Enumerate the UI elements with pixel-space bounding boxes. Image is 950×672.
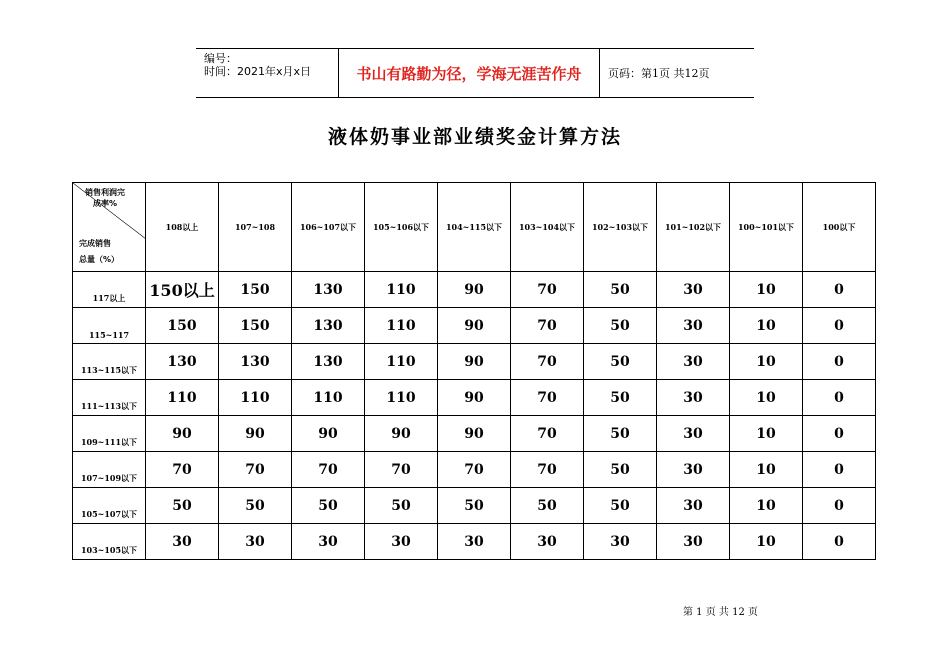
bonus-cell: 70: [511, 344, 584, 380]
bonus-cell: 50: [584, 416, 657, 452]
row-header: [73, 272, 146, 308]
row-header-label: 117以上: [92, 293, 126, 303]
row-header-label: 103~105以下: [80, 545, 138, 555]
bonus-cell: 50: [219, 488, 292, 524]
bonus-cell: 50: [511, 488, 584, 524]
bonus-cell: 110: [219, 380, 292, 416]
bonus-cell: 10: [730, 272, 803, 308]
bonus-cell: 30: [584, 524, 657, 560]
bonus-cell: 110: [365, 344, 438, 380]
bonus-cell: 70: [292, 452, 365, 488]
corner-top-line-2: 成率%: [92, 199, 117, 208]
bonus-cell: 150: [219, 272, 292, 308]
bonus-cell: 30: [657, 308, 730, 344]
row-header-label: 115~117: [88, 330, 130, 340]
column-header: 100以下: [803, 183, 876, 272]
bonus-cell: 150: [219, 308, 292, 344]
bonus-cell: 130: [292, 344, 365, 380]
corner-bottom-line-2: 总量（%）: [79, 255, 120, 264]
bonus-cell: 0: [803, 416, 876, 452]
header-page-cell: [600, 49, 754, 97]
column-header: 105~106以下: [365, 183, 438, 272]
bonus-cell: 50: [584, 308, 657, 344]
bonus-cell: 0: [803, 380, 876, 416]
column-header: 102~103以下: [584, 183, 657, 272]
bonus-cell: 90: [365, 416, 438, 452]
table-row: [73, 524, 876, 560]
bonus-cell: 130: [219, 344, 292, 380]
column-header: 107~108: [219, 183, 292, 272]
bonus-cell: 70: [511, 452, 584, 488]
bonus-cell: 0: [803, 272, 876, 308]
bonus-cell: 10: [730, 524, 803, 560]
bonus-cell: 30: [657, 416, 730, 452]
bonus-cell: 70: [511, 416, 584, 452]
column-header: 106~107以下: [292, 183, 365, 272]
page-code: 页码：第1页 共12页: [608, 67, 710, 80]
bonus-cell: 30: [657, 452, 730, 488]
bonus-cell: 90: [438, 416, 511, 452]
header-meta: [196, 49, 338, 97]
bonus-cell: 90: [146, 416, 219, 452]
table-row: [73, 452, 876, 488]
bonus-table: [72, 182, 876, 560]
bonus-cell: 150: [146, 308, 219, 344]
bonus-cell: 30: [657, 380, 730, 416]
bonus-cell: 90: [219, 416, 292, 452]
bonus-cell: 0: [803, 308, 876, 344]
bonus-cell: 10: [730, 416, 803, 452]
bonus-cell: 30: [219, 524, 292, 560]
bonus-cell: 50: [584, 380, 657, 416]
row-header-label: 105~107以下: [80, 509, 138, 519]
bonus-cell: 10: [730, 344, 803, 380]
bonus-cell: 30: [657, 524, 730, 560]
document-header: [196, 48, 754, 98]
bonus-cell: 50: [584, 272, 657, 308]
bonus-cell: 110: [365, 308, 438, 344]
bonus-cell: 110: [365, 272, 438, 308]
bonus-cell: 30: [657, 344, 730, 380]
row-header: [73, 416, 146, 452]
bonus-cell: 110: [146, 380, 219, 416]
bonus-cell: 130: [292, 272, 365, 308]
bonus-cell: 50: [146, 488, 219, 524]
bonus-cell: 30: [292, 524, 365, 560]
bonus-cell: 90: [438, 272, 511, 308]
bonus-cell: 50: [584, 452, 657, 488]
bonus-cell: 10: [730, 308, 803, 344]
bonus-cell: 0: [803, 488, 876, 524]
bonus-cell: 0: [803, 524, 876, 560]
table-row: [73, 416, 876, 452]
bonus-cell: 50: [438, 488, 511, 524]
column-header: 108以上: [146, 183, 219, 272]
row-header-label: 109~111以下: [80, 437, 138, 447]
row-header: [73, 380, 146, 416]
row-header: [73, 344, 146, 380]
corner-bottom-line-1: 完成销售: [79, 239, 111, 248]
bonus-cell: 110: [365, 380, 438, 416]
row-header-label: 113~115以下: [80, 365, 138, 375]
bonus-cell: 70: [438, 452, 511, 488]
document-title: 液体奶事业部业绩奖金计算方法: [327, 126, 622, 148]
bonus-cell: 90: [438, 308, 511, 344]
bonus-cell: 90: [438, 344, 511, 380]
bonus-cell: 130: [146, 344, 219, 380]
bonus-cell: 90: [438, 380, 511, 416]
column-header: 100~101以下: [730, 183, 803, 272]
bonus-cell: 30: [657, 488, 730, 524]
bonus-cell: 70: [511, 380, 584, 416]
bonus-cell: 10: [730, 452, 803, 488]
bonus-cell: 110: [292, 380, 365, 416]
table-row: [73, 488, 876, 524]
bonus-cell: 130: [292, 308, 365, 344]
table-row: [73, 344, 876, 380]
bonus-cell: 90: [292, 416, 365, 452]
table-header-row: [73, 183, 876, 272]
bonus-cell: 10: [730, 380, 803, 416]
serial-label: 编号：: [204, 52, 237, 65]
row-header-label: 111~113以下: [80, 401, 138, 411]
bonus-cell: 30: [146, 524, 219, 560]
corner-bottom-label: [79, 236, 119, 268]
table-row: [73, 272, 876, 308]
bonus-cell: 10: [730, 488, 803, 524]
bonus-cell: 0: [803, 344, 876, 380]
bonus-cell: 50: [365, 488, 438, 524]
bonus-cell: 30: [438, 524, 511, 560]
bonus-cell: 30: [511, 524, 584, 560]
bonus-cell: 50: [584, 488, 657, 524]
bonus-cell: 30: [365, 524, 438, 560]
column-header: 103~104以下: [511, 183, 584, 272]
bonus-cell: 150以上: [146, 272, 219, 308]
bonus-cell: 70: [365, 452, 438, 488]
row-header: [73, 488, 146, 524]
page-footer: 第 1 页 共 12 页: [683, 607, 758, 618]
table-row: [73, 308, 876, 344]
bonus-cell: 50: [292, 488, 365, 524]
bonus-cell: 70: [511, 272, 584, 308]
corner-top-label: [85, 187, 125, 209]
bonus-cell: 0: [803, 452, 876, 488]
table-row: [73, 380, 876, 416]
row-header: [73, 524, 146, 560]
column-header: 104~115以下: [438, 183, 511, 272]
bonus-cell: 70: [146, 452, 219, 488]
corner-top-line-1: 销售利润完: [85, 188, 125, 197]
bonus-cell: 50: [584, 344, 657, 380]
time-label: 时间：2021年x月x日: [204, 65, 312, 78]
corner-cell: [73, 183, 146, 272]
column-header: 101~102以下: [657, 183, 730, 272]
row-header: [73, 308, 146, 344]
header-motto-cell: [338, 49, 600, 97]
motto: 书山有路勤为径，学海无涯苦作舟: [356, 64, 582, 83]
bonus-cell: 70: [511, 308, 584, 344]
bonus-cell: 30: [657, 272, 730, 308]
row-header: [73, 452, 146, 488]
bonus-cell: 70: [219, 452, 292, 488]
row-header-label: 107~109以下: [80, 473, 138, 483]
